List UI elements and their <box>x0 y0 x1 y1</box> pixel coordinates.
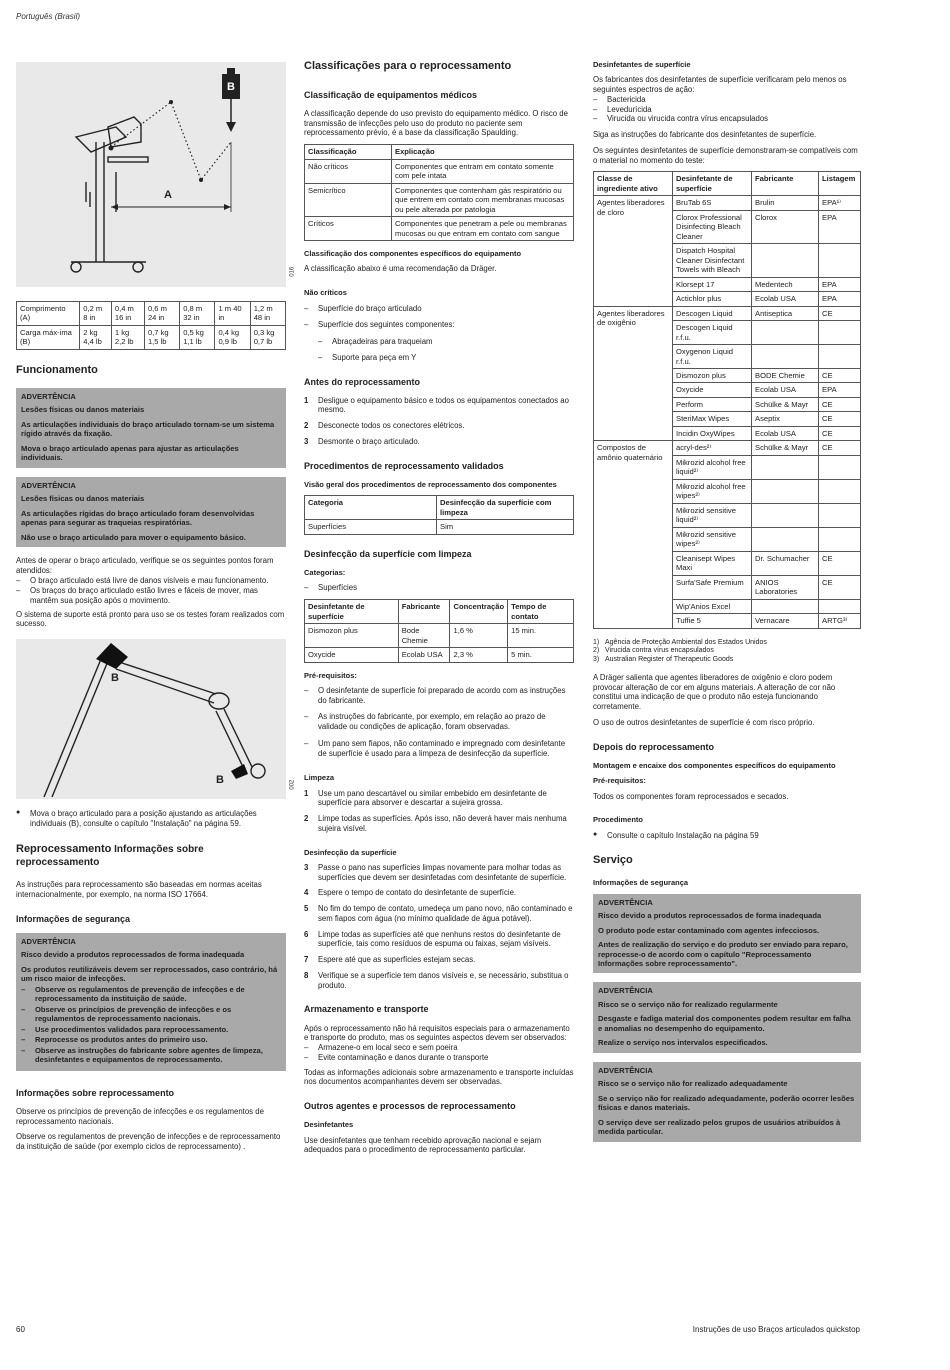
paragraph: Siga as instruções do fabricante dos desinfetantes de superfície. <box>593 130 817 140</box>
table-row <box>594 441 861 455</box>
table-cell: CE <box>819 441 861 455</box>
list-item: – Abraçadeiras para traqueiam <box>304 337 574 347</box>
table-cell <box>819 321 861 345</box>
warning-box <box>593 894 861 974</box>
table-cell: CE <box>819 551 861 575</box>
table-cell: CE <box>819 369 861 383</box>
table-cell: EPA <box>819 277 861 291</box>
step-item: 5 No fim do tempo de contato, umedeça um pano novo, não contaminado e sem fiapos com água (no mínimo qualidade de água potável). <box>304 904 573 923</box>
column-left <box>16 62 296 1158</box>
table-row <box>305 648 574 662</box>
paragraph: Use desinfetantes que tenham recebido aprovação nacional e sejam adequados para o procedimento de reprocessamento particular. <box>304 1135 542 1155</box>
table-cell: Bode Chemie <box>398 624 450 648</box>
label: Pré-requisitos: <box>304 670 357 680</box>
table-cell-class: Compostos de amônio quaternário <box>594 441 673 628</box>
table-cell: CE <box>819 412 861 426</box>
table-row <box>305 624 574 648</box>
table-row <box>305 217 574 241</box>
list-item: – Os braços do braço articulado estão livres e fáceis de mover, mas mantêm sua posição após o movimento. <box>16 586 286 605</box>
warning-line: Risco se o serviço não for realizado adequadamente <box>598 1079 788 1089</box>
table-cell <box>752 479 819 503</box>
warning-box <box>16 933 286 1071</box>
warning-line: Mova o braço articulado apenas para ajustar as articulações individuais. <box>21 443 239 463</box>
table-row <box>305 520 574 534</box>
table-cell <box>819 527 861 551</box>
table-header-row <box>305 600 574 624</box>
table-cell: Superfícies <box>305 520 437 534</box>
warning-line: O serviço deve ser realizado pelos grupos de usuários atribuídos à medida particular. <box>598 1117 841 1137</box>
warning-box <box>16 388 286 468</box>
table-cell: Mikrozid sensitive liquid²⁾ <box>673 503 752 527</box>
table-cell: 1,6 % <box>450 624 508 648</box>
page-header-language: Português (Brasil) <box>16 12 81 21</box>
step-item: 3 Passe o pano nas superfícies limpas novamente para molhar todas as superfícies que devem ser desinfetadas com desinfetante de superfície. <box>304 863 567 882</box>
list-item: ● Consulte o capítulo Instalação na página 59 <box>593 831 861 841</box>
paragraph: Todas as informações adicionais sobre armazenamento e transporte incluídas nos documentos acompanhantes devem ser observadas. <box>304 1067 574 1087</box>
step-item: 4 Espere o tempo de contato do desinfetante de superfície. <box>304 888 517 898</box>
table-header: Listagem <box>819 172 861 196</box>
label-b: B <box>216 774 224 787</box>
title-part: Informações sobre reprocessamento <box>16 843 204 869</box>
list-item: – Virucida ou virucida contra vírus encapsulados <box>593 114 861 124</box>
table-cell <box>752 527 819 551</box>
paragraph: O sistema de suporte está pronto para uso se os testes foram realizados com sucesso. <box>16 609 285 629</box>
table-cell: Componentes que contenham gás respiratório ou que entrem em contato com membranas mucosas ou pele alterada por patologia <box>392 183 574 216</box>
page-number: 60 <box>16 1325 25 1334</box>
surface-disinfectant-table <box>593 171 861 628</box>
table-cell: CE <box>819 426 861 440</box>
warning-line: Lesões físicas ou danos materiais <box>21 405 145 415</box>
table-cell: 0,2 m 8 in <box>80 302 112 326</box>
table-cell: Dismozon plus <box>305 624 399 648</box>
table-cell: Dispatch Hospital Cleaner Disinfectant Towels with Bleach <box>673 244 752 277</box>
table-cell: EPA¹⁾ <box>819 196 861 210</box>
table-header: Desinfetante de superfície <box>305 600 399 624</box>
disinfectant-table <box>304 599 574 662</box>
label: Desinfetantes <box>304 1120 354 1130</box>
figure-number: 016 <box>289 266 296 277</box>
table-cell-class: Agentes liberadores de oxigênio <box>594 306 673 441</box>
column-middle <box>304 60 574 1161</box>
label: Desinfecção da superfície <box>304 847 397 857</box>
table-row <box>594 196 861 210</box>
warning-title: ADVERTÊNCIA <box>21 480 76 490</box>
column-right <box>593 60 861 1151</box>
table-cell: Antiseptica <box>752 306 819 320</box>
table-header: Classe de ingrediente ativo <box>594 172 673 196</box>
table-cell <box>752 455 819 479</box>
table-cell <box>819 503 861 527</box>
table-cell: Dr. Schumacher <box>752 551 819 575</box>
table-cell: Não críticos <box>305 159 392 183</box>
table-cell: Ecolab USA <box>752 383 819 397</box>
section-title-seguranca: Informações de segurança <box>16 913 131 924</box>
section-title-armazenamento: Armazenamento e transporte <box>304 1004 429 1015</box>
table-cell: Vernacare <box>752 614 819 628</box>
warning-title: ADVERTÊNCIA <box>598 897 653 907</box>
paragraph: Observe os princípios de prevenção de infecções e os regulamentos de reprocessamento nacionais. <box>16 1106 264 1126</box>
step-item: 6 Limpe todas as superfícies até que nenhuns restos do desinfetante de superfície, tais como resíduos de espuma ou faixas, sejam visíveis. <box>304 929 561 949</box>
table-cell: Brulin <box>752 196 819 210</box>
warning-line: Risco devido a produtos reprocessados de forma inadequada <box>21 950 245 960</box>
table-cell: 0,7 kg 1,5 lb <box>144 325 179 349</box>
table-cell: Ecolab USA <box>398 648 450 662</box>
table-cell: Comprimento (A) <box>17 302 80 326</box>
list-item: – Superfície do braço articulado <box>304 304 574 314</box>
warning-line: Desgaste e fadiga material dos componentes podem resultar em falha e anomalias no desempenho do equipamento. <box>598 1014 851 1033</box>
table-header-row <box>305 496 574 520</box>
table-cell: Dismozon plus <box>673 369 752 383</box>
table-cell: Descogen Liquid r.f.u. <box>673 321 752 345</box>
paragraph: As instruções para reprocessamento são baseadas em normas aceitas internacionalmente, por exemplo, na norma ISO 17664. <box>16 880 262 899</box>
procedures-table <box>304 495 574 534</box>
table-header: Fabricante <box>752 172 819 196</box>
table-header: Explicação <box>392 145 574 159</box>
table-cell: Oxygenon Liquid r.f.u. <box>673 345 752 369</box>
list-item: – As instruções do fabricante, por exemplo, em relação ao prazo de validade ou condições de aplicação, foram observadas. <box>304 712 574 731</box>
table-cell: 1,2 m 48 in <box>250 302 285 326</box>
label: Categorias: <box>304 568 346 578</box>
warning-list <box>21 985 281 1065</box>
title-part: Reprocessamento <box>16 842 112 855</box>
table-cell: 15 min. <box>508 624 574 648</box>
table-cell: Mikrozid sensitive wipes²⁾ <box>673 527 752 551</box>
list-item: – Superfície dos seguintes componentes: <box>304 320 574 330</box>
paragraph: Observe os regulamentos de prevenção de infecções e de reprocessamento da instituição de saúde (por exemplo ciclos de reprocessamento) . <box>16 1132 281 1152</box>
table-cell <box>752 345 819 369</box>
table-cell: ANIOS Laboratories <box>752 575 819 599</box>
table-cell: CE <box>819 306 861 320</box>
section-title-outros: Outros agentes e processos de reprocessamento <box>304 1101 516 1112</box>
table-cell: CE <box>819 575 861 599</box>
section-title-funcionamento: Funcionamento <box>16 363 98 376</box>
warning-line: Não use o braço articulado para mover o equipamento básico. <box>21 532 246 542</box>
section-title-classificacoes: Classificações para o reprocessamento <box>304 60 512 72</box>
warning-line: O produto pode estar contaminado com agentes infecciosos. <box>598 925 820 935</box>
table-cell: 2 kg 4,4 lb <box>80 325 112 349</box>
table-cell: 0,3 kg 0,7 lb <box>250 325 285 349</box>
table-cell: EPA <box>819 210 861 243</box>
list-item: – Bactericida <box>593 95 861 105</box>
warning-line: Antes de realização do serviço e do produto ser enviado para reparo, reprocesse-o de acordo com o capítulo "Reprocessamento Informações sobre reprocessamento". <box>598 940 848 968</box>
step-item: 3 Desmonte o braço articulado. <box>304 436 420 446</box>
section-title-info-reproc: Informações sobre reprocessamento <box>16 1087 175 1098</box>
table-header-row <box>594 172 861 196</box>
table-cell: EPA <box>819 383 861 397</box>
label: Pré-requisitos: <box>593 776 646 786</box>
table-cell: Klorsept 17 <box>673 277 752 291</box>
list-item: – Observe os regulamentos de prevenção de infecções e de reprocessamento da instituição de saúde. <box>21 985 281 1004</box>
label-a: A <box>164 189 172 201</box>
warning-line: As articulações individuais do braço articulado tornam-se um sistema rígido através da fixação. <box>21 419 275 439</box>
table-row <box>305 183 574 216</box>
table-header-row <box>305 145 574 159</box>
table-cell: Críticos <box>305 217 392 241</box>
table-cell-class: Agentes liberadores de cloro <box>594 196 673 306</box>
load-table <box>16 301 286 350</box>
step-item: 1 Use um pano descartável ou similar embebido em desinfetante de superfície para absorver e descartar a sujeira grossa. <box>304 788 547 808</box>
table-row <box>17 325 286 349</box>
table-cell: Oxycide <box>305 648 399 662</box>
table-cell: 0,8 m 32 in <box>180 302 215 326</box>
table-cell: Componentes que penetram a pele ou membranas mucosas ou que entram em contato com sangue <box>392 217 574 241</box>
subsection-title: Classificação dos componentes específicos do equipamento <box>304 249 522 259</box>
table-cell: Schülke & Mayr <box>752 441 819 455</box>
table-cell: 0,6 m 24 in <box>144 302 179 326</box>
warning-line: Risco se o serviço não for realizado regularmente <box>598 999 778 1009</box>
table-header: Desinfetante de superfície <box>673 172 752 196</box>
table-cell: Carga máx-ima (B) <box>17 325 80 349</box>
table-cell: Medentech <box>752 277 819 291</box>
table-cell: Oxycide <box>673 383 752 397</box>
list-item: – Evite contaminação e danos durante o transporte <box>304 1053 574 1063</box>
table-cell: ARTG³⁾ <box>819 614 861 628</box>
warning-title: ADVERTÊNCIA <box>21 391 76 401</box>
table-cell: 0,5 kg 1,1 lb <box>180 325 215 349</box>
table-cell: Perform <box>673 397 752 411</box>
label: Procedimento <box>593 815 644 825</box>
warning-line: As articulações rígidas do braço articulado foram desenvolvidas apenas para segurar as traqueias respiratórias. <box>21 508 255 528</box>
table-cell: Incidin OxyWipes <box>673 426 752 440</box>
table-cell: Mikrozid alcohol free liquid²⁾ <box>673 455 752 479</box>
table-cell: BODE Chemie <box>752 369 819 383</box>
list-item: – Um pano sem fiapos, não contaminado e impregnado com desinfetante de superfície é usado para a limpeza de desinfecção da superfície. <box>304 739 574 758</box>
table-cell: Clorox Professional Disinfecting Bleach Cleaner <box>673 210 752 243</box>
table-cell: acryl-des²⁾ <box>673 441 752 455</box>
warning-line: Risco devido a produtos reprocessados de forma inadequada <box>598 911 822 921</box>
table-header: Fabricante <box>398 600 450 624</box>
warning-line: Os produtos reutilizáveis devem ser reprocessados, caso contrário, há um risco maior de infecções. <box>21 964 278 984</box>
list-item: – Observe as instruções do fabricante sobre agentes de limpeza, desinfetantes e equipamentos de reprocessamento. <box>21 1046 281 1065</box>
paragraph: Os seguintes desinfetantes de superfície demonstraram-se compatíveis com o material no momento do teste: <box>593 145 858 165</box>
footnote: 3) Australian Register of Therapeutic Goods <box>593 656 734 664</box>
table-header: Classificação <box>305 145 392 159</box>
table-cell: Ecolab USA <box>752 426 819 440</box>
warning-box <box>593 1062 861 1142</box>
warning-title: ADVERTÊNCIA <box>598 986 653 996</box>
paragraph: A classificação depende do uso previsto do equipamento médico. O risco de transmissão de infecções pelo uso do produto no paciente sem reprocessamento prévio, é a base da classificação Spaulding. <box>304 109 568 138</box>
footnotes <box>593 639 861 665</box>
warning-line: Realize o serviço nos intervalos especificados. <box>598 1038 768 1048</box>
table-cell: EPA <box>819 292 861 306</box>
table-row <box>305 159 574 183</box>
table-row <box>17 302 286 326</box>
table-header: Categoria <box>305 496 437 520</box>
table-cell: Sim <box>437 520 574 534</box>
table-header: Tempo de contato <box>508 600 574 624</box>
table-cell: Mikrozid alcohol free wipes²⁾ <box>673 479 752 503</box>
list-item: – Reprocesse os produtos antes do primeiro uso. <box>21 1035 281 1044</box>
warning-title: ADVERTÊNCIA <box>21 936 76 946</box>
table-cell: 1 m 40 in <box>215 302 250 326</box>
table-cell: Cleanisept Wipes Maxi <box>673 551 752 575</box>
table-cell <box>752 503 819 527</box>
table-cell <box>752 599 819 613</box>
list-item: – Armazene-o em local seco e sem poeira <box>304 1043 574 1053</box>
footer-title: Instruções de uso Braços articulados quickstop <box>692 1325 860 1334</box>
label-b: B <box>111 672 119 685</box>
table-cell: 2,3 % <box>450 648 508 662</box>
section-title-depois: Depois do reprocessamento <box>593 741 715 752</box>
paragraph: Os fabricantes dos desinfetantes de superfície verificaram pelo menos os seguintes espectros de ação: <box>593 75 847 95</box>
list-item: – Suporte para peça em Y <box>304 353 574 363</box>
table-cell: Actichlor plus <box>673 292 752 306</box>
arm-joints-diagram <box>16 639 296 799</box>
table-cell: Clorox <box>752 210 819 243</box>
subsection-title: Classificação de equipamentos médicos <box>304 89 478 100</box>
footnote: 2) Virucida contra vírus encapsulados <box>593 647 714 655</box>
step-item: 7 Espere até que as superfícies estejam secas. <box>304 955 476 965</box>
warning-line: Se o serviço não for realizado adequadamente, poderão ocorrer lesões físicas e danos materiais. <box>598 1093 855 1113</box>
table-cell <box>819 244 861 277</box>
paragraph: Todos os componentes foram reprocessados e secados. <box>593 791 789 801</box>
table-cell <box>819 345 861 369</box>
subsection-title: Desinfetantes de superfície <box>593 60 691 69</box>
table-cell: BruTab 6S <box>673 196 752 210</box>
section-title-antes: Antes do reprocessamento <box>304 376 421 387</box>
table-cell <box>819 599 861 613</box>
warning-box <box>593 982 861 1052</box>
list-item: – Use procedimentos validados para reprocessamento. <box>21 1025 281 1034</box>
section-title-validados: Procedimentos de reprocessamento validados <box>304 460 504 471</box>
paragraph: A classificação abaixo é uma recomendação da Dräger. <box>304 264 497 274</box>
table-cell: Semicrítico <box>305 183 392 216</box>
step-item: 8 Verifique se a superfície tem danos visíveis e, se necessário, substitua o produto. <box>304 970 569 990</box>
list-item: – Superfícies <box>304 583 574 593</box>
warning-box <box>16 477 286 547</box>
paragraph: Após o reprocessamento não há requisitos especiais para o armazenamento e transporte do produto, mas os seguintes aspectos devem ser observados: <box>304 1023 570 1043</box>
list-item: – O desinfetante de superfície foi preparado de acordo com as instruções do fabricante. <box>304 686 574 705</box>
classification-table <box>304 144 574 241</box>
step-item: 1 Desligue o equipamento básico e todos os equipamentos conectados ao mesmo. <box>304 395 569 415</box>
subsection-title: Não críticos <box>304 288 347 298</box>
table-cell: SteriMax Wipes <box>673 412 752 426</box>
table-cell: Surfa'Safe Premium <box>673 575 752 599</box>
label-b: B <box>227 81 235 93</box>
footnote: 1) Agência de Proteção Ambiental dos Estados Unidos <box>593 638 767 646</box>
table-cell: CE <box>819 397 861 411</box>
paragraph: O uso de outros desinfetantes de superfície é com risco próprio. <box>593 717 815 727</box>
list-item: – Observe os princípios de prevenção de infecções e os regulamentos de reprocessamento nacionais. <box>21 1005 281 1024</box>
section-title-reprocessamento <box>16 843 286 871</box>
table-cell: Schülke & Mayr <box>752 397 819 411</box>
table-cell: 0,4 m 16 in <box>111 302 144 326</box>
arm-load-diagram <box>16 62 296 287</box>
subsection-title: Visão geral dos procedimentos de reprocessamento dos componentes <box>304 479 557 489</box>
table-header: Desinfecção da superfície com limpeza <box>437 496 574 520</box>
section-title-servico: Serviço <box>593 854 633 867</box>
paragraph: A Dräger salienta que agentes liberadores de oxigênio e cloro podem provocar alteração de cor em alguns materiais. A alteração de cor não constitui uma indicação de que o produto não esteja funcionando corretamente. <box>593 672 836 712</box>
table-header: Concentração <box>450 600 508 624</box>
table-cell: Tuffie 5 <box>673 614 752 628</box>
paragraph: Antes de operar o braço articulado, verifique se os seguintes pontos foram atendidos: <box>16 556 274 575</box>
step-item: 2 Desconecte todos os conectores elétricos. <box>304 421 465 431</box>
table-cell: Ecolab USA <box>752 292 819 306</box>
table-cell: Descogen Liquid <box>673 306 752 320</box>
label: Limpeza <box>304 773 335 783</box>
table-cell: Wip'Anios Excel <box>673 599 752 613</box>
subsection-title: Informações de segurança <box>593 878 689 888</box>
table-cell <box>819 455 861 479</box>
table-row <box>594 306 861 320</box>
warning-line: Lesões físicas ou danos materiais <box>21 494 145 504</box>
section-title-desinfeccao: Desinfecção da superfície com limpeza <box>304 548 472 559</box>
table-cell <box>752 244 819 277</box>
table-cell <box>752 321 819 345</box>
figure-number: 002 <box>289 779 296 790</box>
subsection-title: Montagem e encaixe dos componentes específicos do equipamento <box>593 760 836 770</box>
table-cell: Componentes que entram em contato somente com pele intata <box>392 159 574 183</box>
table-cell: 0,4 kg 0,9 lb <box>215 325 250 349</box>
step-item: 2 Limpe todas as superfícies. Após isso, não deverá haver mais nenhuma sujeira visível. <box>304 814 567 833</box>
list-item: ● Mova o braço articulado para a posição ajustando as articulações individuais (B), consulte o capítulo "Instalação" na página 59. <box>16 809 286 828</box>
table-cell: 5 min. <box>508 648 574 662</box>
table-cell <box>819 479 861 503</box>
warning-title: ADVERTÊNCIA <box>598 1065 653 1075</box>
table-cell: 1 kg 2,2 lb <box>111 325 144 349</box>
list-item: – O braço articulado está livre de danos visíveis e mau funcionamento. <box>16 576 286 586</box>
table-cell: Aseptix <box>752 412 819 426</box>
list-item: – Levedurícida <box>593 105 861 115</box>
